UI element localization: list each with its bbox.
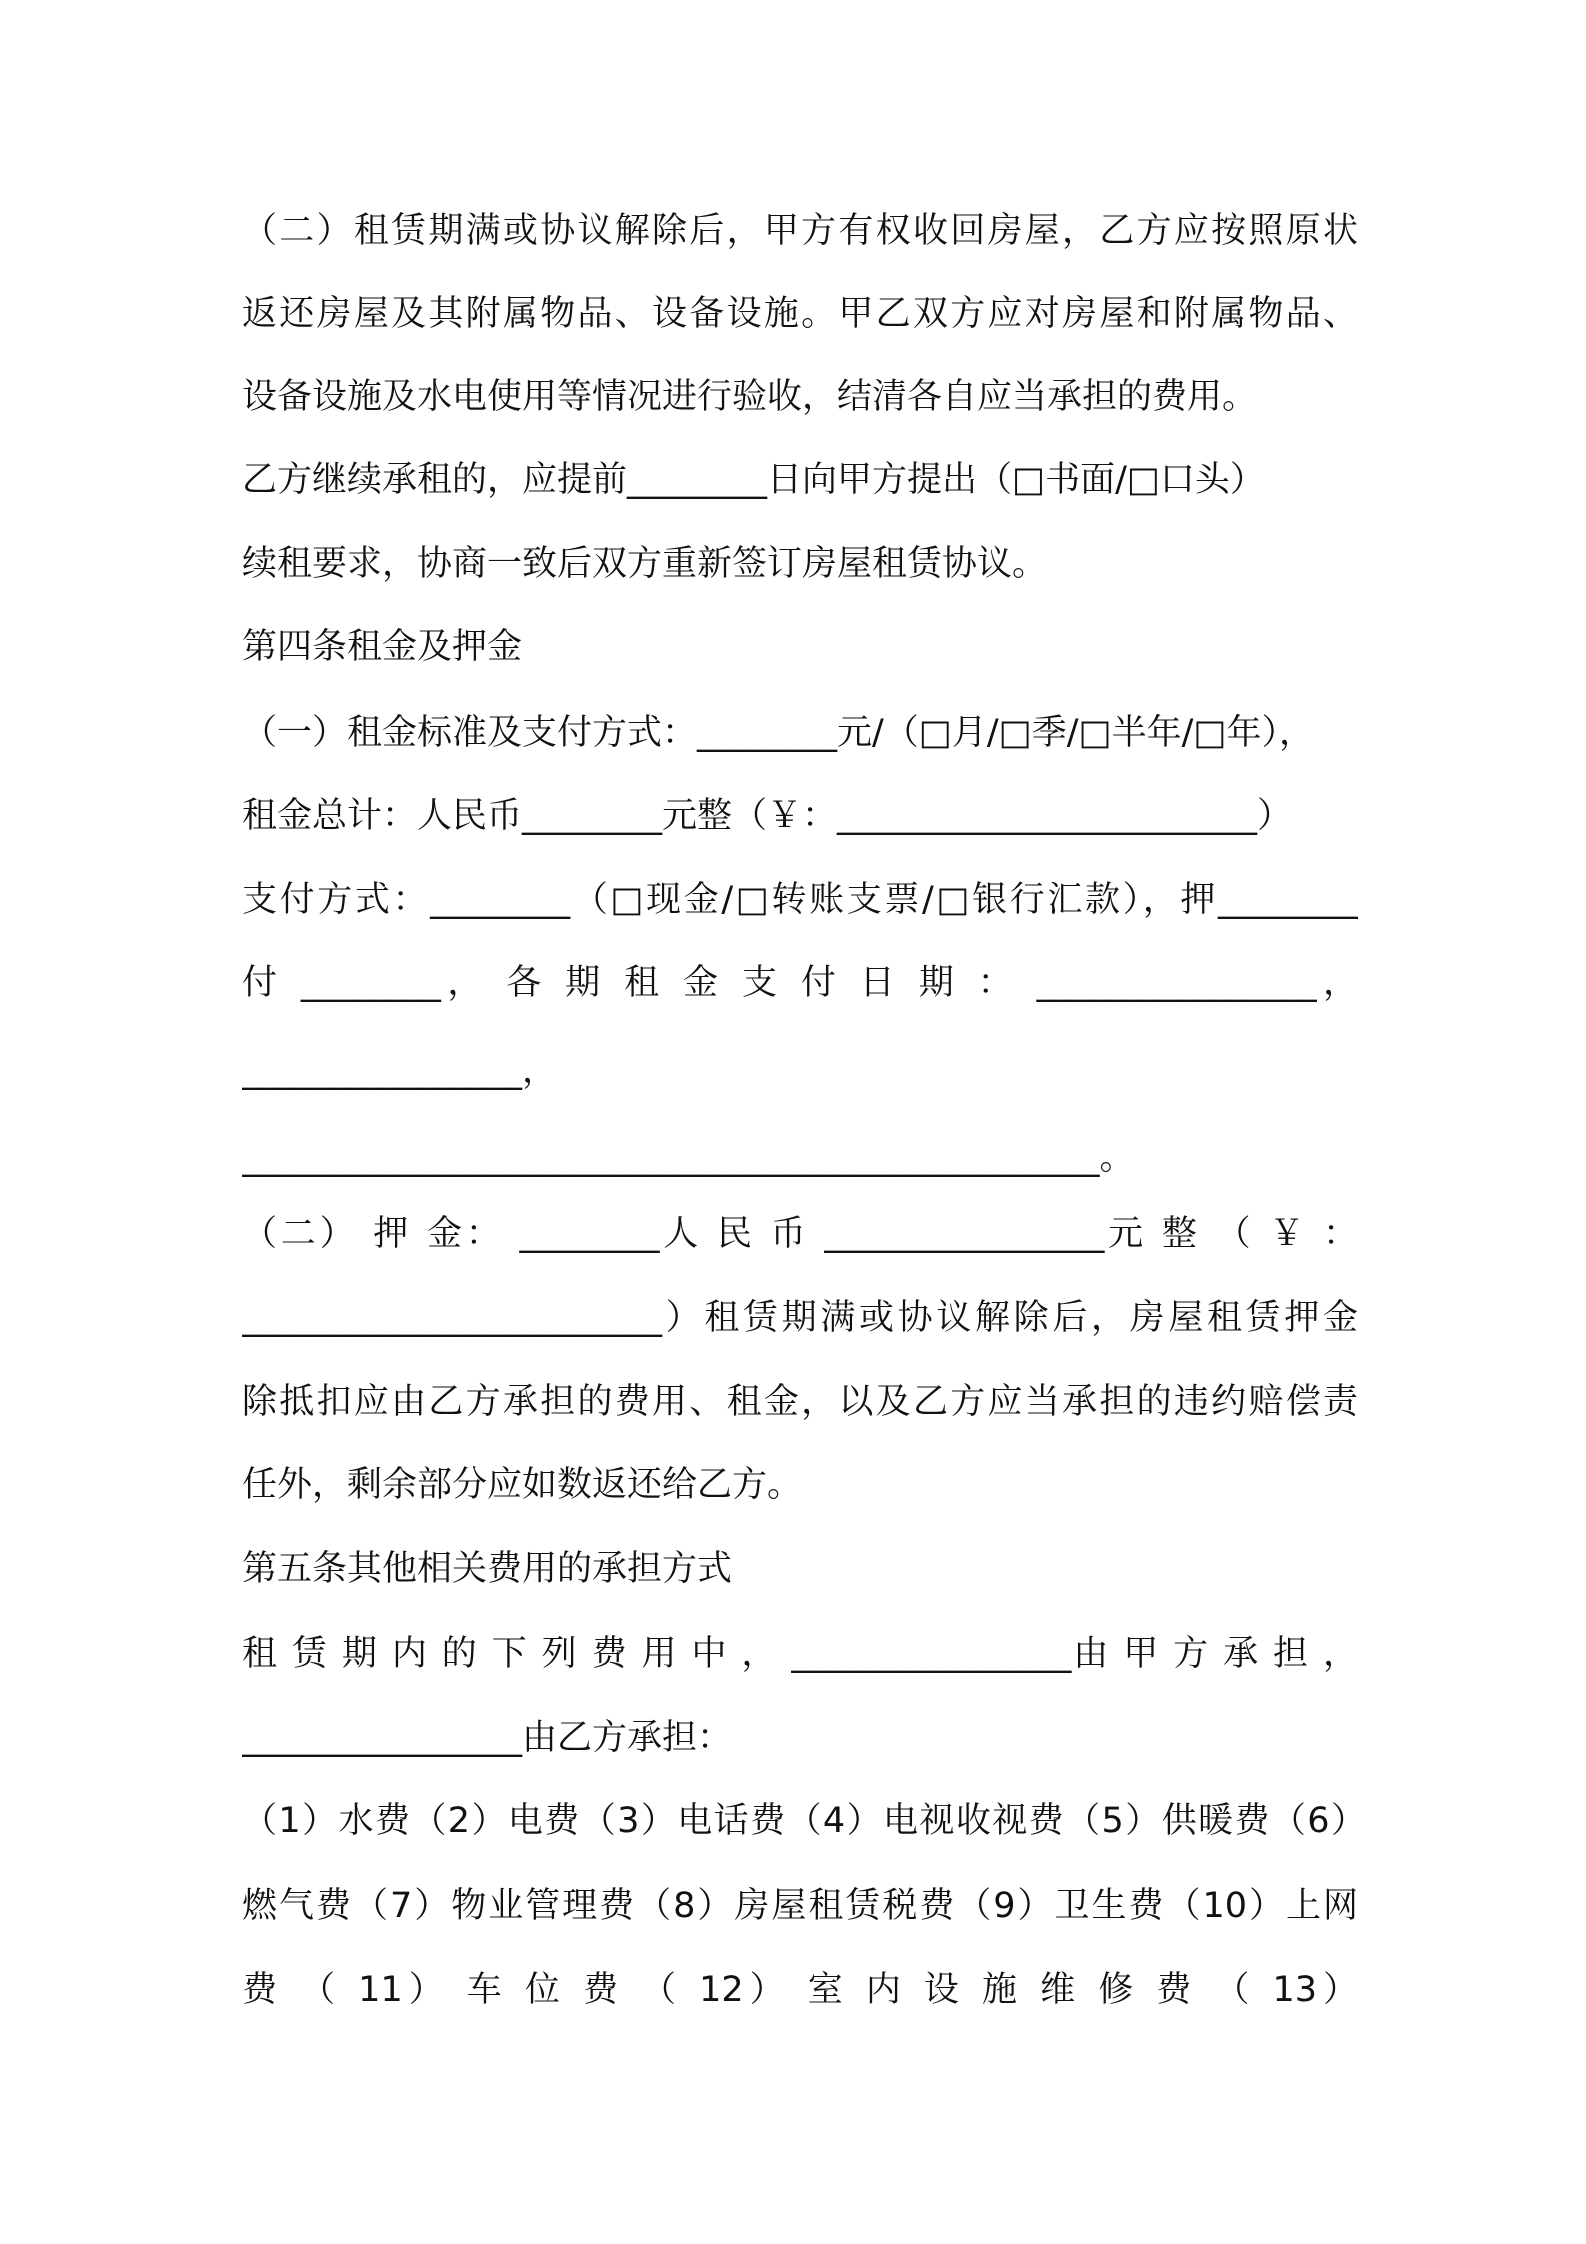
paragraph-line: ________________________）租赁期满或协议解除后，房屋租赁押金: [242, 1298, 1358, 1338]
paragraph-line: 租金总计：人民币________元整（￥：________________________）: [242, 796, 1293, 836]
paragraph-line: （二）租赁期满或协议解除后，甲方有权收回房屋，乙方应按照原状: [242, 211, 1358, 251]
section-heading: 第五条其他相关费用的承担方式: [242, 1549, 733, 1589]
paragraph-line: （二） 押 金： ________人 民 币 ________________元 整 （ ￥ ：: [242, 1214, 1358, 1254]
paragraph-line: 租 赁 期 内 的 下 列 费 用 中 ， ________________由 甲 方 承 担 ，: [242, 1634, 1358, 1674]
paragraph-line: 续租要求，协商一致后双方重新签订房屋租赁协议。: [242, 544, 1048, 584]
paragraph-line: 除抵扣应由乙方承担的费用、租金，以及乙方应当承担的违约赔偿责: [242, 1382, 1358, 1422]
paragraph-line: 费 （ 11） 车 位 费 （ 12） 室 内 设 施 维 修 费 （ 13）: [242, 1970, 1358, 2010]
paragraph-line: 任外，剩余部分应如数返还给乙方。: [242, 1465, 803, 1505]
paragraph-line: 付 ________， 各 期 租 金 支 付 日 期 ： ________________，: [242, 963, 1358, 1003]
section-heading: 第四条租金及押金: [242, 627, 523, 667]
paragraph-line: （一）租金标准及支付方式：________元/（□月/□季/□半年/□年），: [242, 713, 1314, 753]
paragraph-line: 支付方式：________（□现金/□转账支票/□银行汇款），押________: [242, 880, 1358, 920]
paragraph-line: 燃气费（7）物业管理费（8）房屋租赁税费（9）卫生费（10）上网: [242, 1886, 1358, 1926]
paragraph-line: （1）水费（2）电费（3）电话费（4）电视收视费（5）供暖费（6）: [242, 1801, 1366, 1841]
paragraph-line: 设备设施及水电使用等情况进行验收，结清各自应当承担的费用。: [242, 377, 1258, 417]
paragraph-line: _________________________________________________。: [242, 1138, 1135, 1178]
paragraph-line: ________________由乙方承担：: [242, 1718, 733, 1758]
paragraph-line: 乙方继续承租的，应提前________日向甲方提出（□书面/□口头）: [242, 460, 1265, 500]
paragraph-line: ________________，: [242, 1051, 558, 1091]
paragraph-line: 返还房屋及其附属物品、设备设施。甲乙双方应对房屋和附属物品、: [242, 294, 1358, 334]
